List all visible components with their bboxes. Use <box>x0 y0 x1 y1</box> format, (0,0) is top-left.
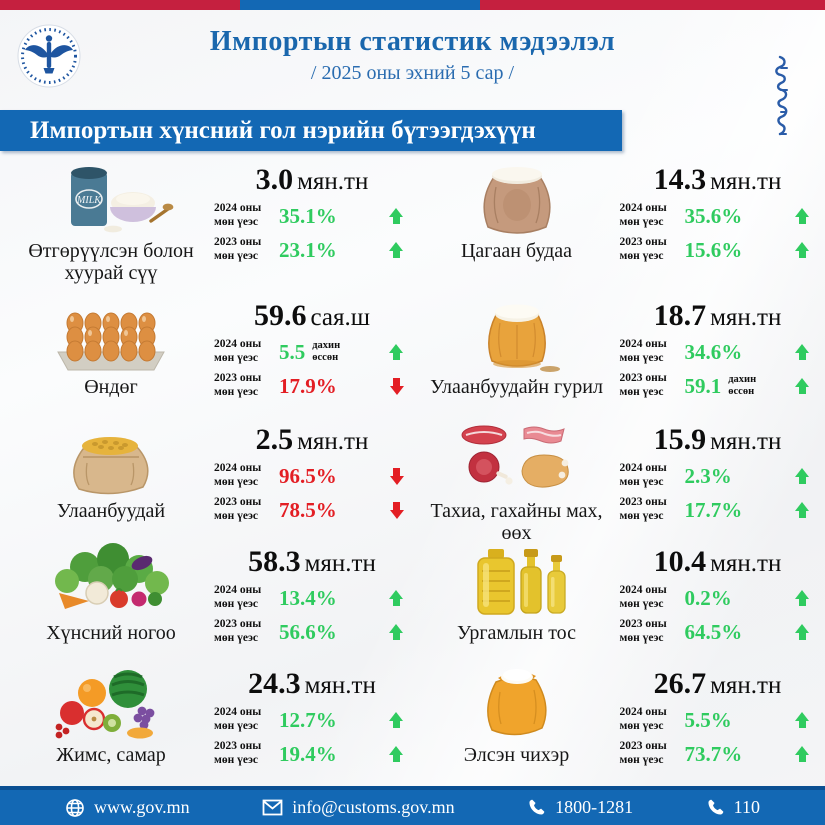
flour-sack-icon <box>462 295 572 375</box>
product-stats <box>620 419 816 525</box>
product-name: Улаанбуудайн гурил <box>430 376 603 398</box>
product-total <box>214 667 410 701</box>
compare-label: 2024 оны мөн үеэс <box>214 338 262 364</box>
website-text: www.gov.mn <box>94 797 190 817</box>
email-text: info@customs.gov.mn <box>292 797 455 817</box>
compare-value: 34.6% <box>684 339 743 364</box>
product-card-meat <box>414 419 820 545</box>
compare-label: 2023 оны мөн үеэс <box>619 740 667 766</box>
compare-suffix: дахин өссөн <box>312 339 341 363</box>
compare-label: 2024 оны мөн үеэс <box>214 202 262 228</box>
product-name: Ургамлын тос <box>456 622 577 644</box>
compare-label: 2024 оны мөн үеэс <box>619 584 667 610</box>
product-name: Элсэн чихэр <box>463 744 570 766</box>
product-stats <box>620 159 816 265</box>
section-banner: Импортын хүнсний гол нэрийн бүтээгдэхүүн <box>0 110 622 151</box>
total-value: 2.5 <box>255 423 294 456</box>
mongolian-script-icon <box>769 54 791 151</box>
wheat-sack-icon <box>53 419 169 499</box>
compare-2023 <box>620 495 816 525</box>
product-card-wheat-flour <box>414 295 820 419</box>
compare-label: 2024 оны мөн үеэс <box>619 462 667 488</box>
trend-up-arrow-icon <box>389 344 404 361</box>
compare-label: 2024 оны мөн үеэс <box>619 202 667 228</box>
compare-2024 <box>214 461 410 491</box>
compare-label: 2023 оны мөн үеэс <box>214 618 262 644</box>
compare-label: 2023 оны мөн үеэс <box>214 236 262 262</box>
compare-2023 <box>620 235 816 265</box>
compare-label: 2023 оны мөн үеэс <box>619 496 667 522</box>
compare-value: 13.4% <box>279 585 337 610</box>
compare-label: 2024 оны мөн үеэс <box>619 706 667 732</box>
compare-2023 <box>214 617 410 647</box>
compare-2023 <box>620 739 816 769</box>
product-card-wheat <box>8 419 414 541</box>
trend-up-arrow-icon <box>795 468 810 485</box>
total-value: 14.3 <box>653 163 707 196</box>
footer-phone-hotline[interactable] <box>527 797 633 818</box>
footer-phone-emergency[interactable] <box>706 797 760 818</box>
compare-2024 <box>620 583 816 613</box>
total-value: 58.3 <box>248 545 301 578</box>
compare-value: 35.1% <box>279 203 337 228</box>
total-unit: сая.ш <box>310 304 370 331</box>
product-name: Өндөг <box>84 376 138 398</box>
total-unit: мян.тн <box>710 428 782 455</box>
trend-up-arrow-icon <box>389 624 404 641</box>
compare-2024 <box>214 337 410 367</box>
product-name: Хүнсний ногоо <box>46 622 176 644</box>
product-total <box>214 545 410 579</box>
compare-2023 <box>214 235 410 265</box>
compare-value: 23.1% <box>279 237 337 262</box>
total-unit: мян.тн <box>710 550 782 577</box>
total-unit: мян.тн <box>710 168 782 195</box>
strip-blue-segment <box>240 0 480 10</box>
compare-value: 0.2% <box>684 585 732 610</box>
tricolor-strip <box>0 0 825 10</box>
compare-2024 <box>620 461 816 491</box>
header <box>0 10 825 110</box>
product-card-sugar <box>414 663 820 785</box>
product-stats <box>214 295 410 401</box>
footer-website[interactable] <box>65 797 190 818</box>
product-stats <box>620 541 816 647</box>
compare-value: 17.9% <box>279 373 337 398</box>
trend-up-arrow-icon <box>795 590 810 607</box>
product-stats <box>214 541 410 647</box>
trend-up-arrow-icon <box>389 712 404 729</box>
trend-up-arrow-icon <box>795 344 810 361</box>
trend-down-arrow-icon <box>389 378 404 395</box>
total-value: 3.0 <box>255 163 294 196</box>
total-value: 18.7 <box>653 299 707 332</box>
compare-value: 64.5% <box>684 619 743 644</box>
phone-icon <box>706 798 725 817</box>
svg-text:MILK: MILK <box>77 195 101 206</box>
page-title: Импортын статистик мэдээлэл <box>209 26 616 57</box>
compare-label: 2023 оны мөн үеэс <box>214 740 262 766</box>
product-total <box>620 545 816 579</box>
compare-value: 35.6% <box>684 203 743 228</box>
compare-label: 2024 оны мөн үеэс <box>214 462 262 488</box>
compare-value: 96.5% <box>279 463 337 488</box>
product-card-oil <box>414 541 820 663</box>
rice-sack-icon <box>462 159 572 239</box>
trend-up-arrow-icon <box>795 624 810 641</box>
compare-2023 <box>214 495 410 525</box>
product-stats <box>620 295 816 401</box>
trend-up-arrow-icon <box>795 746 810 763</box>
product-total <box>214 423 410 457</box>
total-unit: мян.тн <box>710 304 782 331</box>
product-card-rice <box>414 159 820 295</box>
trend-up-arrow-icon <box>795 502 810 519</box>
compare-label: 2023 оны мөн үеэс <box>619 236 667 262</box>
total-unit: мян.тн <box>710 672 782 699</box>
compare-value: 78.5% <box>279 497 337 522</box>
trend-down-arrow-icon <box>389 502 404 519</box>
compare-value: 5.5 <box>279 339 306 364</box>
product-card-milk <box>8 159 414 295</box>
product-total <box>620 423 816 457</box>
compare-value: 5.5% <box>684 707 732 732</box>
product-card-fruits <box>8 663 414 785</box>
compare-label: 2023 оны мөн үеэс <box>214 496 262 522</box>
vegetables-icon <box>45 541 177 621</box>
sugar-sack-icon <box>462 663 572 743</box>
total-unit: мян.тн <box>297 168 369 195</box>
compare-label: 2023 оны мөн үеэс <box>619 372 667 398</box>
compare-label: 2023 оны мөн үеэс <box>619 618 667 644</box>
compare-value: 15.6% <box>684 237 743 262</box>
product-name: Жимс, самар <box>56 744 166 766</box>
trend-up-arrow-icon <box>389 590 404 607</box>
product-card-eggs <box>8 295 414 419</box>
trend-up-arrow-icon <box>389 208 404 225</box>
product-stats <box>214 419 410 525</box>
total-value: 26.7 <box>653 667 707 700</box>
product-total <box>620 163 816 197</box>
compare-label: 2024 оны мөн үеэс <box>619 338 667 364</box>
phone-emergency-text: 110 <box>733 797 760 817</box>
footer-email[interactable] <box>262 797 454 818</box>
customs-logo-icon <box>16 23 82 89</box>
product-card-vegetables <box>8 541 414 663</box>
compare-2024 <box>214 705 410 735</box>
globe-icon <box>65 798 85 818</box>
product-stats <box>214 663 410 769</box>
egg-tray-icon <box>48 295 174 375</box>
product-total <box>214 163 410 197</box>
phone-hotline-text: 1800-1281 <box>555 797 634 817</box>
meat-cuts-icon <box>452 419 582 499</box>
compare-label: 2023 оны мөн үеэс <box>214 372 262 398</box>
compare-value: 19.4% <box>279 741 337 766</box>
product-name: Өтгөрүүлсэн болон хуурай сүү <box>28 240 194 285</box>
compare-2024 <box>620 705 816 735</box>
total-unit: мян.тн <box>297 428 369 455</box>
trend-up-arrow-icon <box>389 746 404 763</box>
compare-2024 <box>620 201 816 231</box>
total-value: 24.3 <box>248 667 301 700</box>
milk-can-and-bowl-icon <box>47 159 175 239</box>
trend-up-arrow-icon <box>795 208 810 225</box>
oil-bottles-icon <box>458 541 576 621</box>
compare-label: 2024 оны мөн үеэс <box>214 706 262 732</box>
compare-label: 2024 оны мөн үеэс <box>214 584 262 610</box>
compare-value: 17.7% <box>684 497 743 522</box>
product-total <box>620 299 816 333</box>
compare-2023 <box>214 739 410 769</box>
compare-2023 <box>620 617 816 647</box>
trend-up-arrow-icon <box>795 712 810 729</box>
product-name: Тахиа, гахайны мах, өөх <box>430 500 603 545</box>
page-subtitle: / 2025 оны эхний 5 сар / <box>310 62 515 84</box>
product-total <box>214 299 410 333</box>
compare-2023 <box>214 371 410 401</box>
product-total <box>620 667 816 701</box>
product-grid <box>0 151 825 785</box>
compare-value: 73.7% <box>684 741 743 766</box>
total-value: 10.4 <box>653 545 707 578</box>
total-value: 15.9 <box>653 423 707 456</box>
trend-up-arrow-icon <box>389 242 404 259</box>
fruits-icon <box>46 663 176 743</box>
trend-down-arrow-icon <box>389 468 404 485</box>
product-name: Цагаан будаа <box>460 240 573 262</box>
mail-icon <box>262 799 283 816</box>
phone-icon <box>527 798 546 817</box>
compare-value: 56.6% <box>279 619 337 644</box>
compare-value: 12.7% <box>279 707 337 732</box>
compare-value: 59.1 <box>684 373 722 398</box>
compare-suffix: дахин өссөн <box>728 373 757 397</box>
trend-up-arrow-icon <box>795 242 810 259</box>
trend-up-arrow-icon <box>795 378 810 395</box>
compare-2024 <box>620 337 816 367</box>
footer-bar <box>0 786 825 825</box>
total-unit: мян.тн <box>304 550 376 577</box>
compare-2024 <box>214 583 410 613</box>
product-name: Улаанбуудай <box>56 500 166 522</box>
total-value: 59.6 <box>254 299 307 332</box>
compare-2023 <box>620 371 816 401</box>
total-unit: мян.тн <box>304 672 376 699</box>
product-stats <box>620 663 816 769</box>
product-stats <box>214 159 410 265</box>
compare-value: 2.3% <box>684 463 732 488</box>
compare-2024 <box>214 201 410 231</box>
